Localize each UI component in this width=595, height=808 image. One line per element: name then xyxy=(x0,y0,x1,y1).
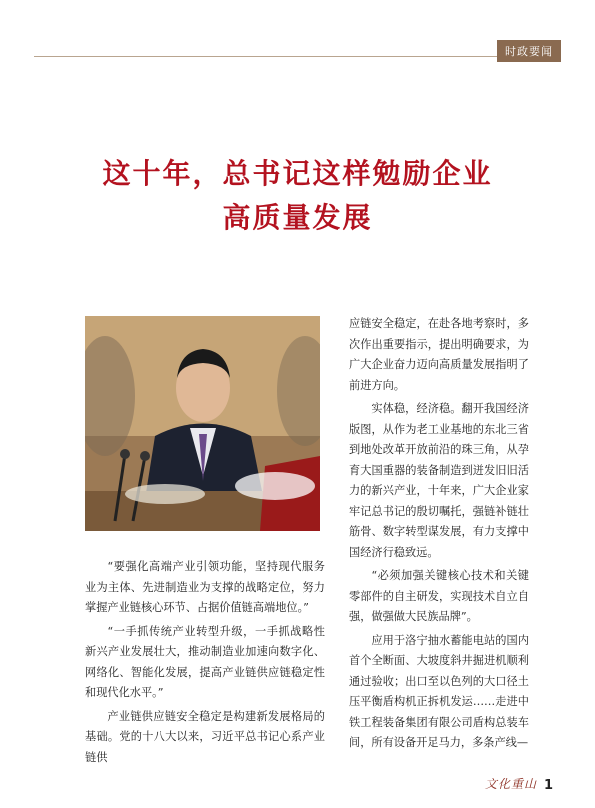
paragraph: 应链安全稳定，在赴各地考察时，多次作出重要指示，提出明确要求，为广大企业奋力迈向高质量发展指明了前进方向。 xyxy=(349,317,529,392)
page-number: 1 xyxy=(543,778,553,793)
paragraph: 实体稳，经济稳。翻开我国经济版图，从作为老工业基地的东北三省到地处改革开放前沿的珠三角，从孕育大国重器的装备制造到迸发旧旧活力的新兴产业，十年来，广大企业家牢记总书记的殷切嘱托，强链补链壮筋骨、数字转型谋发展，有力支撑中国经济行稳致远。 xyxy=(349,402,529,559)
article-photo xyxy=(85,316,320,531)
photo-illustration xyxy=(85,316,320,531)
right-column xyxy=(349,314,529,757)
left-column xyxy=(85,557,325,771)
paragraph: “必须加强关键核心技术和关键零部件的自主研发，实现技术自立自强，做强做大民族品牌”。 xyxy=(349,569,529,623)
paragraph: “一手抓传统产业转型升级，一手抓战略性新兴产业发展壮大，推动制造业加速向数字化、网络化、智能化发展，提高产业链供应链稳定性和现代化水平。” xyxy=(85,624,325,699)
title-line-2: 高质量发展 xyxy=(222,201,373,234)
header-rule xyxy=(34,56,561,57)
title-line-1: 这十年，总书记这样勉励企业 xyxy=(102,157,493,190)
section-label: 时政要闻 xyxy=(497,40,561,62)
paragraph: 应用于洛宁抽水蓄能电站的国内首个全断面、大坡度斜井掘进机顺利通过验收；出口至以色列的大口径土压平衡盾构机正拆机发运……走进中铁工程装备集团有限公司盾构总装车间，所有设备开足马力，多条产线— xyxy=(349,633,529,749)
article-title xyxy=(0,152,595,240)
paragraph: “要强化高端产业引领功能，坚持现代服务业为主体、先进制造业为支撑的战略定位，努力掌握产业链核心环节、占据价值链高端地位。” xyxy=(85,560,325,614)
footer-logo: 文化重山 xyxy=(484,777,537,791)
paragraph: 产业链供应链安全稳定是构建新发展格局的基础。党的十八大以来，习近平总书记心系产业链供 xyxy=(85,709,325,764)
